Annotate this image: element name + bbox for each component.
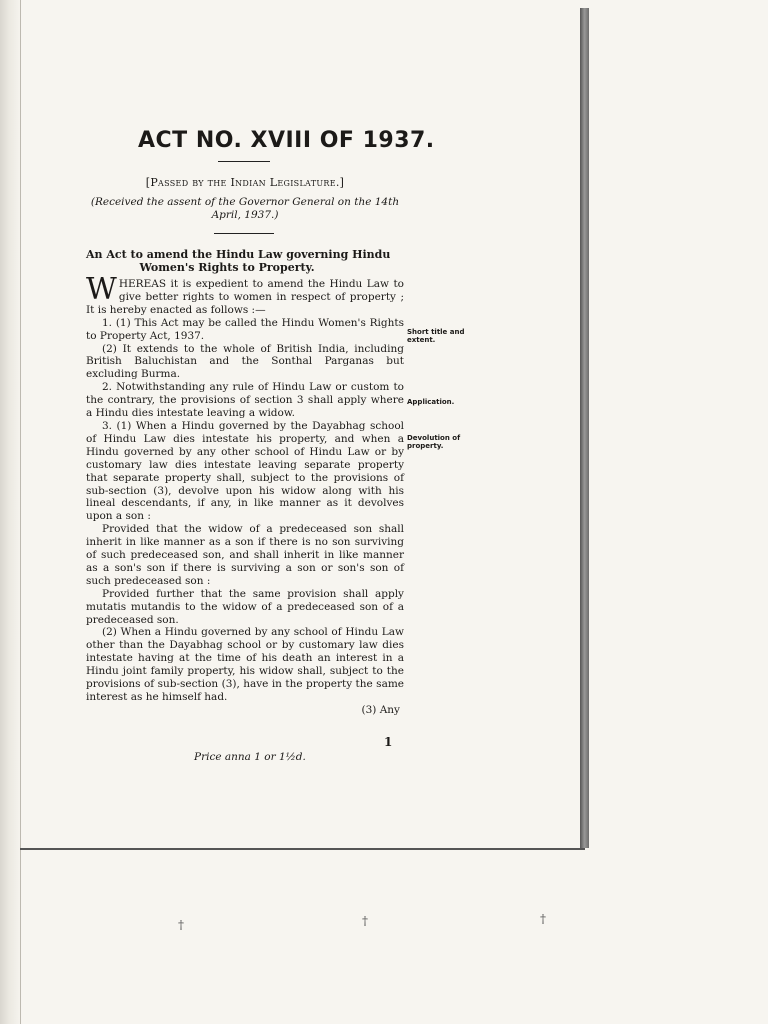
passed-by-line: [Passed by the Indian Legislature.]: [145, 176, 345, 189]
section-3-1: 3. (1) When a Hindu governed by the Dayabhag school of Hindu Law dies intestate his property, and when a Hindu governed by any other school of Hindu Law or by customary law dies intestate leaving separate property that separate property shall, subject to the provisions of sub-section (3), devolve upon his widow along with his lineal descendants, if any, in like manner as it devolves upon a son :: [86, 419, 404, 523]
page-number: 1: [384, 735, 393, 749]
assent-rule: [214, 233, 274, 234]
section-1-2: (2) It extends to the whole of British India, including British Baluchistan and the Sonthal Parganas but excluding Burma.: [86, 342, 404, 381]
scan-edge: [0, 0, 22, 1024]
heading-line-2: Women's Rights to Property.: [139, 261, 315, 274]
price-line: Price anna 1 or 1½d.: [194, 751, 306, 763]
drop-cap: W: [86, 272, 117, 307]
section-1-1: 1. (1) This Act may be called the Hindu Women's Rights to Property Act, 1937.: [86, 316, 404, 342]
scan-edge-line: [20, 0, 21, 1024]
section-3-2: (2) When a Hindu governed by any school of Hindu Law other than the Dayabhag school or by customary law dies intestate having at the time of his death an interest in a Hindu joint family property, his widow shall, subject to the provisions of sub-section (3), have in the property the same interest as he himself had.: [86, 626, 404, 703]
scan-mark: †: [178, 918, 184, 932]
proviso-2: Provided further that the same provision shall apply mutatis mutandis to the widow of a predeceased son of a predeceased son.: [86, 587, 404, 626]
continued-text: (3) Any: [361, 703, 400, 716]
margin-note-devolution: Devolution of property.: [407, 434, 461, 450]
scan-mark: †: [540, 912, 546, 926]
heading-line-1: An Act to amend the Hindu Law governing Hindu: [86, 248, 391, 261]
act-body: [86, 272, 404, 717]
section-2: 2. Notwithstanding any rule of Hindu Law or custom to the contrary, the provisions of section 3 shall apply where a Hindu dies intestate leaving a widow.: [86, 381, 404, 420]
title-rule: [218, 161, 270, 162]
preamble-paragraph: [86, 272, 404, 317]
margin-note-short-title: Short title and extent.: [407, 328, 465, 344]
scan-mark: †: [362, 914, 368, 928]
proviso-1: Provided that the widow of a predeceased son shall inherit in like manner as a son if there is no son surviving of such predeceased son, and shall inherit in like manner as a son's son if there is surviving a son or son's son of such predeceased son :: [86, 523, 404, 587]
page-fold-shadow: [580, 8, 589, 848]
preamble-text: HEREAS it is expedient to amend the Hindu Law to give better rights to women in respect of property ; It is hereby enacted as follows :—: [86, 278, 404, 316]
assent-line: (Received the assent of the Governor General on the 14th April, 1937.): [90, 196, 400, 221]
margin-note-application: Application.: [407, 398, 455, 406]
act-heading: [86, 248, 408, 274]
act-title: ACT NO. XVIII OF 1937.: [138, 128, 435, 153]
